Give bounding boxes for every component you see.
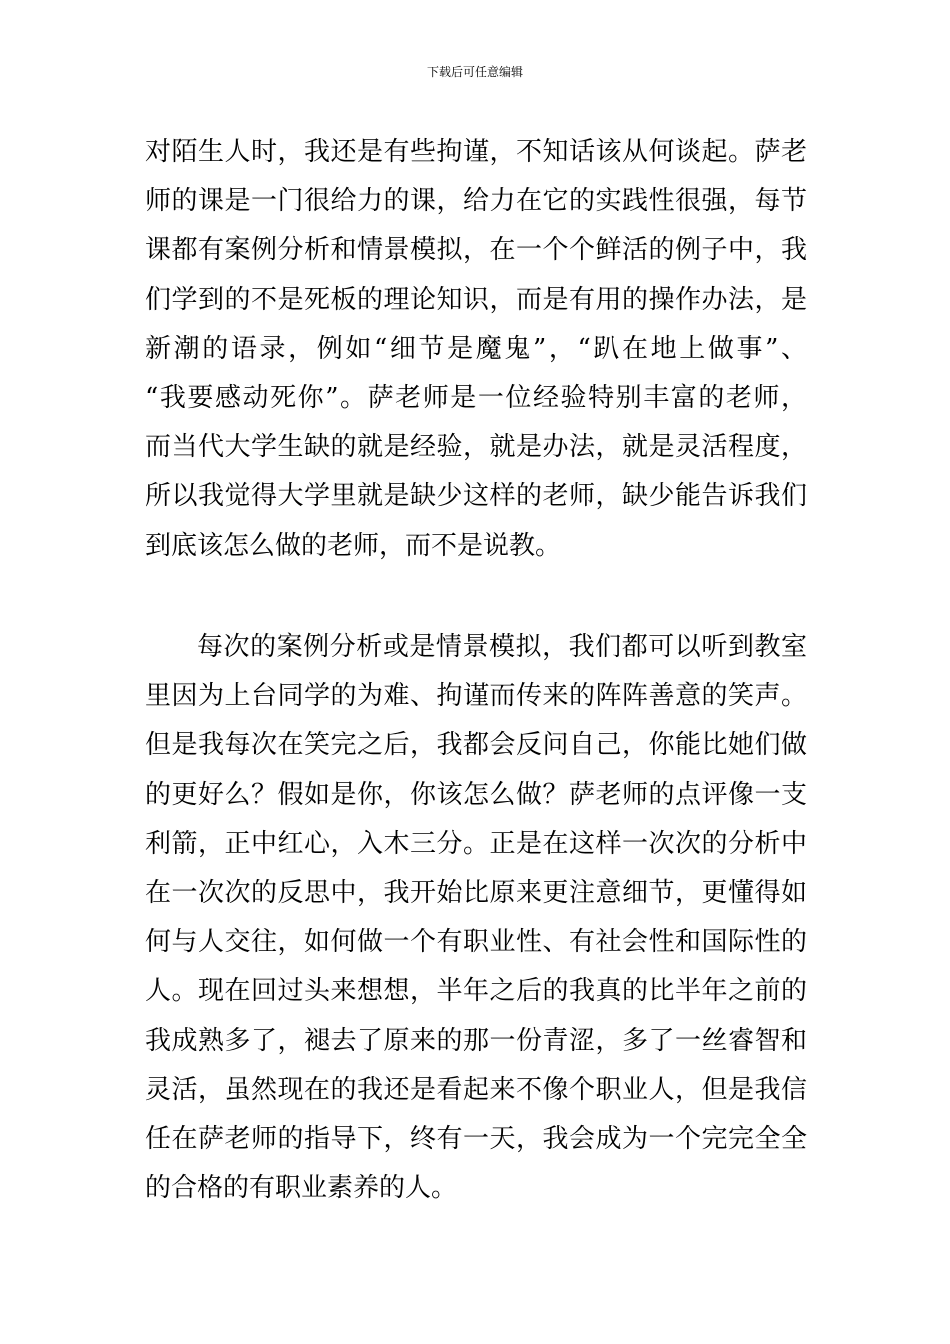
- text-line: 课都有案例分析和情景模拟，在一个个鲜活的例子中，我: [145, 235, 807, 266]
- text-line: 师的课是一门很给力的课，给力在它的实践性很强，每节: [145, 186, 807, 217]
- text-line: 的更好么？假如是你，你该怎么做？萨老师的点评像一支: [145, 779, 807, 810]
- text-line: 的合格的有职业素养的人。: [145, 1173, 458, 1204]
- text-line: 在一次次的反思中，我开始比原来更注意细节，更懂得如: [145, 878, 807, 909]
- text-line: 每次的案例分析或是情景模拟，我们都可以听到教室: [197, 632, 807, 662]
- paragraph-1: [145, 128, 807, 571]
- text-line: 任在萨老师的指导下，终有一天，我会成为一个完完全全: [145, 1124, 807, 1155]
- text-line: 但是我每次在笑完之后，我都会反问自己，你能比她们做: [145, 730, 807, 761]
- text-line: 所以我觉得大学里就是缺少这样的老师，缺少能告诉我们: [145, 481, 807, 512]
- text-line: 对陌生人时，我还是有些拘谨，不知话该从何谈起。萨老: [145, 137, 807, 167]
- text-line: “我要感动死你”。萨老师是一位经验特别丰富的老师，: [145, 383, 807, 414]
- text-line: 何与人交往，如何做一个有职业性、有社会性和国际性的: [145, 927, 807, 958]
- text-line: 们学到的不是死板的理论知识，而是有用的操作办法，是: [145, 284, 807, 315]
- text-line: 灵活，虽然现在的我还是看起来不像个职业人，但是我信: [145, 1074, 807, 1105]
- text-line: 而当代大学生缺的就是经验，就是办法，就是灵活程度，: [145, 432, 807, 463]
- page-header: 下载后可任意编辑: [426, 65, 523, 79]
- text-line: 人。现在回过头来想想，半年之后的我真的比半年之前的: [145, 976, 807, 1007]
- paragraph-2: [145, 623, 807, 1213]
- text-line: 利箭，正中红心，入木三分。正是在这样一次次的分析中: [145, 828, 807, 859]
- text-line: 我成熟多了，褪去了原来的那一份青涩，多了一丝睿智和: [145, 1025, 807, 1056]
- text-line: 到底该怎么做的老师，而不是说教。: [145, 530, 562, 561]
- text-line: 里因为上台同学的为难、拘谨而传来的阵阵善意的笑声。: [145, 681, 807, 712]
- text-line: 新潮的语录，例如“细节是魔鬼”，“趴在地上做事”、: [145, 333, 807, 364]
